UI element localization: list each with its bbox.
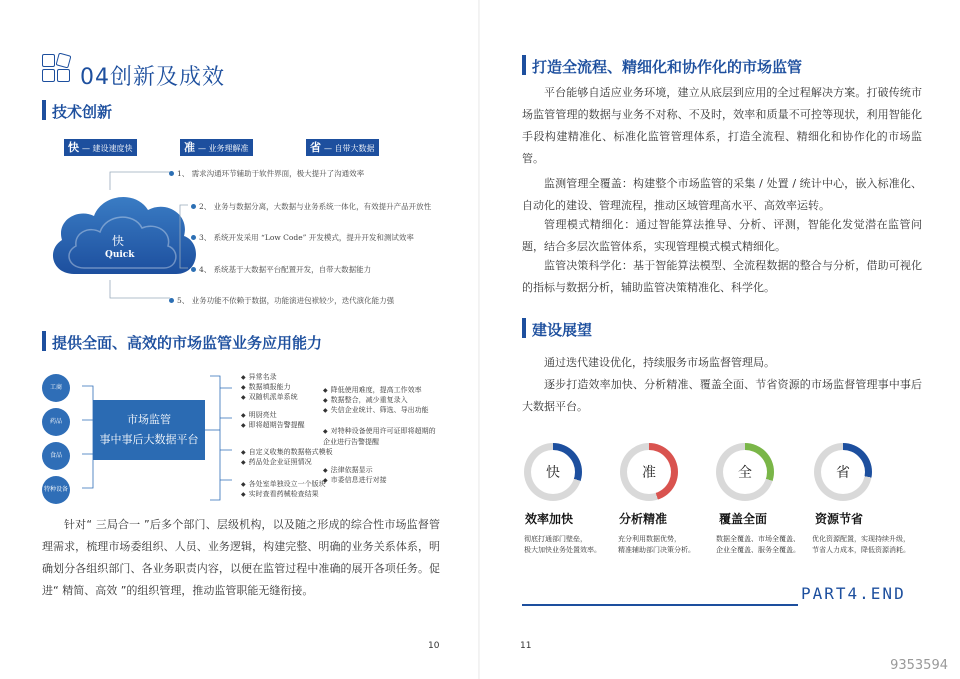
feature-item: ◆ 药品处企业证照情况 bbox=[241, 457, 312, 467]
ring-fast bbox=[524, 443, 582, 501]
ring-title-accurate: 分析精准 bbox=[619, 512, 668, 526]
feature-item: ◆ 市委信息进行对接 bbox=[323, 475, 387, 485]
feature-item: ◆ 各处室单独设立一个版块 bbox=[241, 479, 326, 489]
end-label: PART4.END bbox=[801, 584, 906, 603]
section2-title: 建设展望 bbox=[532, 321, 593, 339]
section1-title: 打造全流程、精细化和协作化的市场监管 bbox=[532, 58, 803, 76]
item-dot bbox=[191, 235, 196, 240]
paragraph-5: 通过迭代建设优化，持续服务市场监督管理局。 bbox=[544, 356, 775, 369]
ring-desc-fast: 彻底打通部门壁垒， 极大加快业务处置效率。 bbox=[524, 535, 601, 554]
cloud-label: Quick bbox=[105, 250, 135, 260]
item-dot bbox=[169, 298, 174, 303]
feature-item: ◆ 失信企业统计、筛选、导出功能 bbox=[323, 405, 429, 415]
feature-item: ◆ 明厨亮灶 bbox=[241, 410, 277, 420]
feature-item: ◆ 对特种设备使用许可证即将超期的企业进行告警提醒 bbox=[323, 426, 441, 447]
paragraph-4: 监管决策科学化：基于智能算法模型、全流程数据的整合与分析，借助可视化的指标与数据分析，辅助监管决策精准化、科学化。 bbox=[522, 259, 922, 294]
feature-item: ◆ 法律依据显示 bbox=[323, 465, 373, 475]
end-rule bbox=[522, 604, 798, 606]
ring-accurate bbox=[620, 443, 678, 501]
section-bar bbox=[522, 55, 526, 75]
left-body-text: 针对“ 三局合一 ”后多个部门、层级机构，以及随之形成的综合性市场监督管理需求，梳理市场委组织、人员、业务逻辑，构建完整、明确的业务关系体系，明确划分各组织部门、各业务职责内容，以便在监管过程中准确的展开各项任务。促进“ 精简、高效 ”的组织管理，推动监管职能无缝衔接。 bbox=[42, 518, 440, 597]
chapter-title: 04创新及成效 bbox=[80, 65, 225, 90]
ring-desc-accurate: 充分利用数据优势， 精准辅助部门决策分析。 bbox=[618, 535, 695, 554]
platform-line1: 市场监管 bbox=[127, 413, 171, 426]
ring-char: 快 bbox=[531, 450, 575, 494]
section-bar bbox=[42, 331, 46, 351]
paragraph-1: 平台能够自适应业务环境，建立从底层到应用的全过程解决方案。打破传统市场监管管理的数据与业务不对称、不及时，效率和质量不可控等现状，利用智能化手段构建精准化、标准化监管管理体系，打造全流程、精细化和协作化的市场监管。 bbox=[522, 86, 922, 165]
dept-circle-4: 特种设备 bbox=[42, 476, 70, 504]
page-number-right: 11 bbox=[520, 641, 532, 651]
ring-desc-full: 数据全覆盖、市场全覆盖、 企业全覆盖、服务全覆盖。 bbox=[716, 535, 800, 554]
feature-item: ◆ 自定义收集的数据格式模板 bbox=[241, 447, 333, 457]
paragraph-3: 管理模式精细化：通过智能算法推导、分析、评测，智能化发觉潜在监管问题，结合多层次监管体系，实现管理模式模式精细化。 bbox=[522, 218, 922, 253]
item-dot bbox=[169, 171, 174, 176]
capability-section-title: 提供全面、高效的市场监管业务应用能力 bbox=[52, 334, 323, 352]
feature-item: ◆ 双随机派单系统 bbox=[241, 392, 298, 402]
tag-fast: 快 — 建设速度快 bbox=[64, 139, 137, 156]
feature-item: ◆ 异常名录 bbox=[241, 372, 277, 382]
feature-item: ◆ 数据整合，减少重复录入 bbox=[323, 395, 408, 405]
connector-lines bbox=[100, 160, 190, 310]
ring-title-save: 资源节省 bbox=[815, 512, 864, 526]
page-number-left: 10 bbox=[428, 641, 440, 651]
tech-section-title: 技术创新 bbox=[52, 103, 113, 121]
dept-circle-3: 食品 bbox=[42, 442, 70, 470]
right-page bbox=[480, 0, 960, 679]
cloud-char: 快 bbox=[112, 234, 125, 248]
dept-circle-2: 药品 bbox=[42, 408, 70, 436]
ring-char: 准 bbox=[627, 450, 671, 494]
feature-item: ◆ 即将超期告警提醒 bbox=[241, 420, 305, 430]
tech-item-4: 4、 系统基于大数据平台配置开发，自带大数据能力 bbox=[199, 265, 372, 274]
paragraph-2: 监测管理全覆盖：构建整个市场监管的采集 / 处置 / 统计中心，嵌入标准化、自动化的建设、管理流程，推动区域管理高水平、高效率运转。 bbox=[522, 177, 922, 212]
tech-item-5: 5、 业务功能不依赖于数据，功能演进包袱较少，迭代演化能力强 bbox=[177, 296, 395, 305]
ring-char: 省 bbox=[821, 450, 865, 494]
watermark-id: 9353594 bbox=[890, 658, 948, 673]
ring-save bbox=[814, 443, 872, 501]
ring-char: 全 bbox=[723, 450, 767, 494]
ring-title-full: 覆盖全面 bbox=[719, 512, 768, 526]
feature-item: ◆ 降低使用难度，提高工作效率 bbox=[323, 385, 422, 395]
feature-item: ◆ 实时查看药械检查结果 bbox=[241, 489, 319, 499]
dept-circle-1: 工商 bbox=[42, 374, 70, 402]
section-bar bbox=[42, 100, 46, 120]
paragraph-6: 逐步打造效率加快、分析精准、覆盖全面、节省资源的市场监督管理事中事后大数据平台。 bbox=[522, 378, 922, 413]
ring-desc-save: 优化资源配置，实现持续升级， 节省人力成本，降低资源消耗。 bbox=[812, 535, 910, 554]
tech-item-1: 1、 需求沟通环节辅助于软件界面，极大提升了沟通效率 bbox=[177, 169, 365, 178]
ring-full bbox=[716, 443, 774, 501]
tech-item-3: 3、 系统开发采用 “Low Code” 开发模式，提升开发和测试效率 bbox=[199, 233, 414, 242]
item-dot bbox=[191, 267, 196, 272]
item-dot bbox=[191, 204, 196, 209]
tag-save: 省 — 自带大数据 bbox=[306, 139, 379, 156]
tech-item-2: 2、 业务与数据分离，大数据与业务系统一体化，有效提升产品开放性 bbox=[199, 202, 432, 211]
ring-title-fast: 效率加快 bbox=[525, 512, 574, 526]
platform-box bbox=[93, 400, 205, 460]
feature-item: ◆ 数据填报能力 bbox=[241, 382, 291, 392]
platform-line2: 事中事后大数据平台 bbox=[99, 433, 199, 446]
tag-accurate: 准 — 业务理解准 bbox=[180, 139, 253, 156]
section-bar bbox=[522, 318, 526, 338]
